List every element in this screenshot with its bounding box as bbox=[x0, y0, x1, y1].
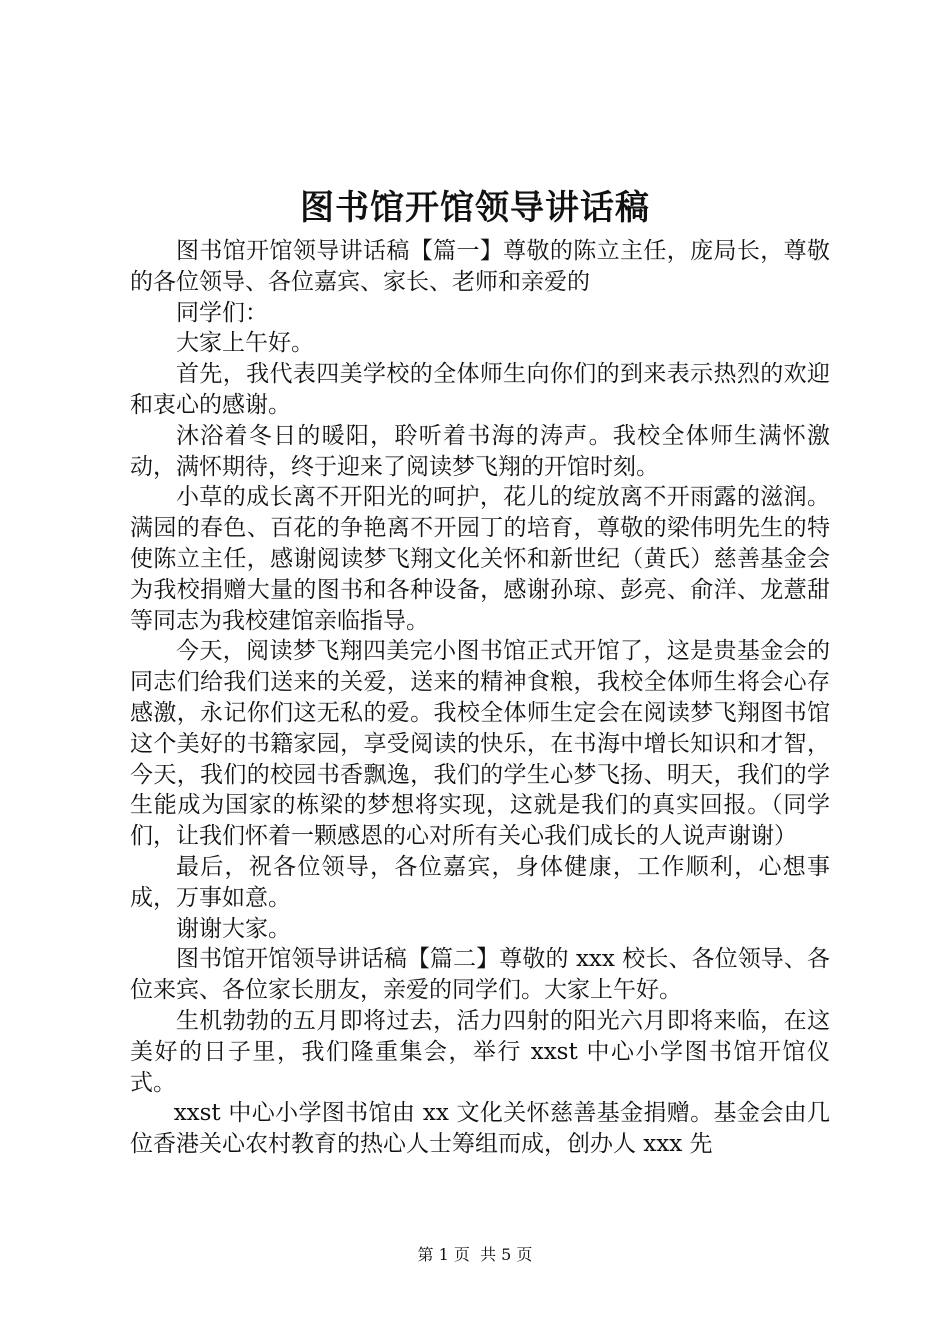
paragraph: 图书馆开馆领导讲话稿【篇二】尊敬的 xxx 校长、各位领导、各位来宾、各位家长朋友，亲爱的同学们。大家上午好。 bbox=[130, 946, 830, 1004]
paragraph: 首先，我代表四美学校的全体师生向你们的到来表示热烈的欢迎和衷心的感谢。 bbox=[130, 361, 830, 418]
paragraph: 大家上午好。 bbox=[176, 330, 314, 357]
document-title: 图书馆开馆领导讲话稿 bbox=[300, 188, 650, 228]
paragraph: 同学们： bbox=[176, 299, 268, 326]
paragraph: xxst 中心小学图书馆由 xx 文化关怀慈善基金捐赠。基金会由几位香港关心农村教育的热心人士筹组而成，创办人 xxx 先 bbox=[130, 1100, 830, 1158]
page-footer bbox=[0, 1244, 950, 1266]
paragraph: 最后，祝各位领导，各位嘉宾，身体健康，工作顺利，心想事成，万事如意。 bbox=[130, 853, 830, 911]
paragraph: 图书馆开馆领导讲话稿【篇一】尊敬的陈立主任，庞局长，尊敬的各位领导、各位嘉宾、家长、老师和亲爱的 bbox=[130, 238, 830, 295]
document-body bbox=[130, 236, 830, 1160]
page-number: 第 1 页 共 5 页 bbox=[417, 1245, 533, 1264]
paragraph: 今天，阅读梦飞翔四美完小图书馆正式开馆了，这是贵基金会的同志们给我们送来的关爱，送来的精神食粮，我校全体师生将会心存感激，永记你们这无私的爱。我校全体师生定会在阅读梦飞翔图书馆这个美好的书籍家园，享受阅读的快乐，在书海中增长知识和才智，今天，我们的校园书香飘逸，我们的学生心梦飞扬、明天，我们的学生能成为国家的栋梁的梦想将实现，这就是我们的真实回报。（同学们，让我们怀着一颗感恩的心对所有关心我们成长的人说声谢谢） bbox=[130, 638, 830, 850]
paragraph: 沐浴着冬日的暖阳，聆听着书海的涛声。我校全体师生满怀激动，满怀期待，终于迎来了阅读梦飞翔的开馆时刻。 bbox=[130, 422, 830, 480]
paragraph: 小草的成长离不开阳光的呵护，花儿的绽放离不开雨露的滋润。满园的春色、百花的争艳离不开园丁的培育，尊敬的梁伟明先生的特使陈立主任，感谢阅读梦飞翔文化关怀和新世纪（黄氏）慈善基金会为我校捐赠大量的图书和各种设备，感谢孙琼、彭亮、俞洋、龙薏甜等同志为我校建馆亲临指导。 bbox=[130, 484, 830, 634]
paragraph: 谢谢大家。 bbox=[176, 915, 291, 942]
paragraph: 生机勃勃的五月即将过去，活力四射的阳光六月即将来临，在这美好的日子里，我们隆重集会，举行 xxst 中心小学图书馆开馆仪式。 bbox=[130, 1007, 830, 1096]
